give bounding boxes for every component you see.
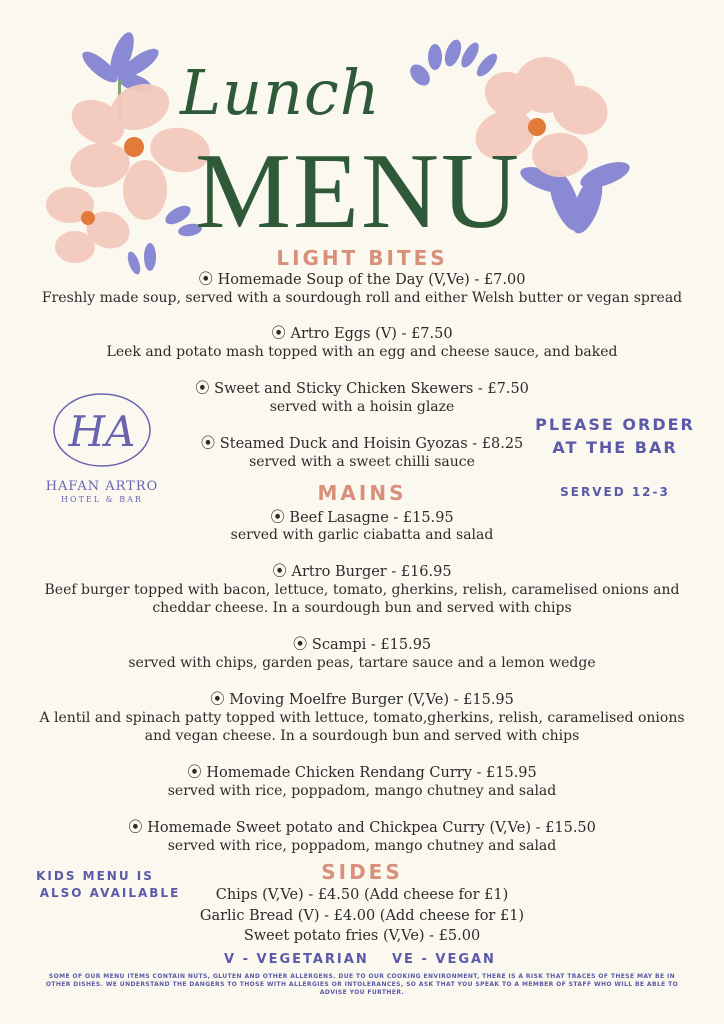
- order-note-line1: PLEASE ORDER: [535, 415, 695, 434]
- menu-item-title: ⦿ Artro Eggs (V) - £7.50: [271, 326, 453, 342]
- menu-item-desc: served with rice, poppadom, mango chutney and salad: [167, 838, 557, 854]
- served-times: SERVED 12-3: [560, 485, 670, 499]
- menu-item-title: ⦿ Moving Moelfre Burger (V,Ve) - £15.95: [210, 692, 514, 708]
- menu-item-title: ⦿ Homemade Soup of the Day (V,Ve) - £7.00: [198, 272, 526, 288]
- section-light-bites: LIGHT BITES: [276, 246, 448, 270]
- menu-item-desc: served with garlic ciabatta and salad: [230, 527, 494, 543]
- menu-item-title: ⦿ Homemade Sweet potato and Chickpea Curry (V,Ve) - £15.50: [128, 820, 596, 836]
- menu-item-desc: served with chips, garden peas, tartare sauce and a lemon wedge: [128, 655, 596, 671]
- hafan-artro-logo: [50, 390, 154, 474]
- kids-note-line1: KIDS MENU IS: [36, 869, 154, 883]
- logo-monogram: HA: [68, 407, 136, 456]
- legend-vegetarian: V - VEGETARIAN: [224, 952, 369, 967]
- title-menu: MENU: [195, 132, 521, 251]
- menu-item-desc: served with a sweet chilli sauce: [249, 454, 475, 470]
- menu-item-title: ⦿ Beef Lasagne - £15.95: [270, 510, 454, 526]
- side-item: Garlic Bread (V) - £4.00 (Add cheese for £1): [199, 908, 525, 924]
- menu-item-title: ⦿ Artro Burger - £16.95: [272, 564, 452, 580]
- menu-item-title: ⦿ Homemade Chicken Rendang Curry - £15.95: [187, 765, 537, 781]
- section-sides: SIDES: [321, 860, 403, 884]
- side-item: Chips (V,Ve) - £4.50 (Add cheese for £1): [215, 887, 509, 903]
- kids-note-line2: ALSO AVAILABLE: [39, 886, 181, 900]
- menu-item-desc: and vegan cheese. In a sourdough bun and served with chips: [144, 728, 580, 744]
- menu-item-desc: served with a hoisin glaze: [269, 399, 455, 415]
- logo-subtitle: HOTEL & BAR: [61, 495, 143, 504]
- menu-item-desc: Leek and potato mash topped with an egg and cheese sauce, and baked: [106, 344, 618, 360]
- menu-item-desc: Freshly made soup, served with a sourdough roll and either Welsh butter or vegan spread: [41, 290, 683, 306]
- menu-item-title: ⦿ Scampi - £15.95: [292, 637, 432, 653]
- menu-item-desc: cheddar cheese. In a sourdough bun and served with chips: [152, 600, 572, 616]
- menu-item-title: ⦿ Sweet and Sticky Chicken Skewers - £7.50: [195, 381, 529, 397]
- allergen-disclaimer: SOME OF OUR MENU ITEMS CONTAIN NUTS, GLUTEN AND OTHER ALLERGENS. DUE TO OUR COOKING ENVIRONMENT, THERE IS A RISK THAT TRACES OF THESE MAY BE IN OTHER DISHES. WE UNDERSTAND THE DANGERS TO THOSE WITH ALLERGIES OR INTOLERANCES, SO ASK THAT YOU SPEAK TO A MEMBER OF STAFF WHO WILL BE ABLE TO ADVISE YOU FURTHER.: [45, 973, 679, 996]
- legend-vegan: VE - VEGAN: [392, 952, 496, 967]
- menu-item-desc: Beef burger topped with bacon, lettuce, tomato, gherkins, relish, caramelised onions and: [44, 582, 680, 598]
- logo-name: HAFAN ARTRO: [45, 479, 159, 494]
- menu-item-desc: A lentil and spinach patty topped with lettuce, tomato,gherkins, relish, caramelised onions: [39, 710, 685, 726]
- menu-item-desc: served with rice, poppadom, mango chutney and salad: [167, 783, 557, 799]
- menu-item-title: ⦿ Steamed Duck and Hoisin Gyozas - £8.25: [200, 436, 524, 452]
- title-lunch: Lunch: [180, 56, 381, 129]
- side-item: Sweet potato fries (V,Ve) - £5.00: [243, 928, 481, 944]
- section-mains: MAINS: [317, 481, 407, 505]
- order-note-line2: AT THE BAR: [552, 438, 678, 457]
